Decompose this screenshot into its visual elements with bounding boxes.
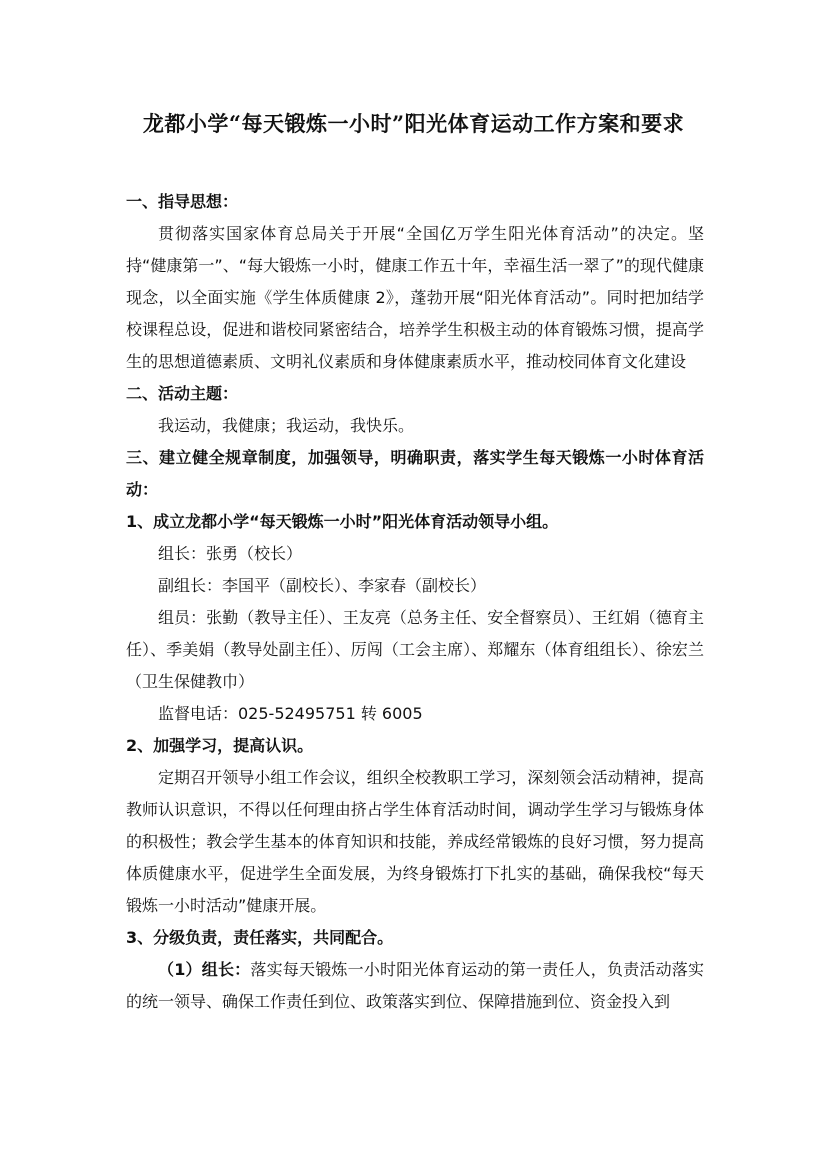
subsection-heading-study: 2、加强学习，提高认识。	[126, 736, 314, 755]
vice-leader-line: 副组长：李国平（副校长）、李家春（副校长）	[158, 576, 487, 595]
document-title: 龙都小学“每天锻炼一小时”阳光体育运动工作方案和要求	[142, 111, 685, 136]
leader-responsibility-paragraph	[126, 954, 704, 1018]
subsection-heading-responsibility: 3、分级负责，责任落实，共同配合。	[126, 928, 394, 947]
study-paragraph: 定期召开领导小组工作会议，组织全校教职工学习，深刻领会活动精神，提高教师认识意识，不得以任何理由挤占学生体育活动时间，调动学生学习与锻炼身体的积极性；教会学生基本的体育知识和技能，养成经常锻炼的良好习惯，努力提高体质健康水平，促进学生全面发展，为终身锻炼打下扎实的基础，确保我校“每天锻炼一小时活动”健康开展。	[126, 768, 704, 915]
hotline-line: 监督电话：025-52495751 转 6005	[158, 704, 423, 723]
theme-paragraph: 我运动，我健康；我运动，我快乐。	[158, 416, 415, 435]
leader-responsibility-label: （1）组长：	[158, 960, 251, 979]
leader-line: 组长：张勇（校长）	[158, 544, 303, 563]
guiding-thought-paragraph: 贯彻落实国家体育总局关于开展“全国亿万学生阳光体育活动”的决定。坚持“健康第一”、“每大锻炼一小时，健康工作五十年，幸福生活一翠了”的现代健康现念，以全面实施《学生体质健康 2》，蓬勃开展“阳光体育活动”。同时把加结学校课程总设，促进和谐校同紧密结合，培养学生积极主动的体育锻炼习惯，提高学生的思想道德素质、文明礼仪素质和身体健康素质水平，推动校同体育文化建设	[126, 224, 704, 371]
section-heading-guiding-thought: 一、指导思想：	[126, 192, 239, 211]
members-paragraph: 组员：张勤（教导主任）、王友亮（总务主任、安全督察员）、王红娟（德育主任）、季美娟（教导处副主任）、厉闯（工会主席）、郑耀东（体育组组长）、徐宏兰（卫生保健教巾）	[126, 608, 704, 691]
section-heading-theme: 二、活动主题：	[126, 384, 239, 403]
leader-responsibility-text: 落实每天锻炼一小时阳光体育运动的第一责任人，负责活动落实的统一领导、确保工作责任到位、政策落实到位、保障措施到位、资金投入到	[126, 960, 704, 1011]
document-body	[126, 186, 704, 1018]
subsection-heading-leadership-group: 1、成立龙都小学“每天锻炼一小时”阳光体育活动领导小组。	[126, 512, 559, 531]
section-heading-regulations: 三、建立健全规章制度，加强领导，明确职责，落实学生每天锻炼一小时体育活动：	[126, 448, 704, 499]
